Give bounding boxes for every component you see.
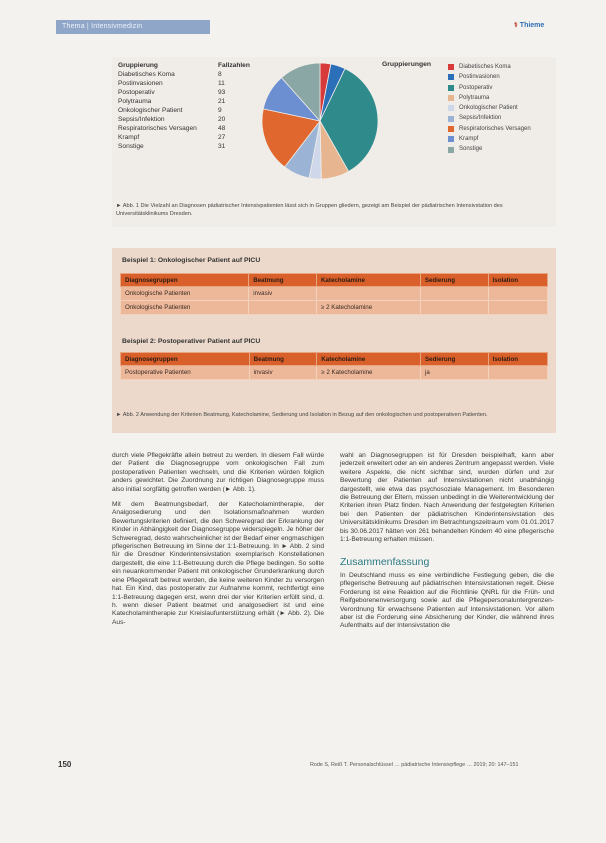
legend-swatch [448, 136, 454, 142]
table-cell [488, 287, 547, 301]
grouping-count: 21 [218, 98, 226, 105]
paragraph: durch viele Pflegekräfte allein betreut zu werden. In diesem Fall würde der Patient die Diagnosegruppe vom onkologischen Fall zum postoperativen Patienten wechseln, und die Kriterien würden folglich anders gewichtet. Die Zuordnung zur richtigen Diagnosegruppe muss also initial sorgfältig getroffen werden (► Abb. 1). [112, 452, 324, 493]
legend-item [448, 103, 531, 113]
legend-label: Polytrauma [459, 94, 490, 101]
legend-swatch [448, 147, 454, 153]
legend-item [448, 124, 531, 134]
column-header: Beatmung [249, 353, 317, 366]
table-cell: Postoperative Patienten [121, 366, 250, 380]
legend-item [448, 72, 531, 82]
legend-item [448, 113, 531, 123]
section-title-zusammenfassung: Zusammenfassung [340, 556, 430, 569]
grouping-count: 11 [218, 80, 225, 87]
legend-swatch [448, 105, 454, 111]
pie-chart [252, 59, 388, 185]
table-cell [249, 301, 317, 315]
table-cell: ja [421, 366, 489, 380]
grouping-table-row [118, 79, 248, 88]
grouping-count: 8 [218, 71, 222, 78]
grouping-table-row [118, 142, 248, 151]
grouping-table-header [118, 61, 248, 70]
publisher-brand [514, 21, 544, 29]
legend-label: Postoperativ [459, 84, 493, 91]
grouping-label: Respiratorisches Versagen [118, 125, 197, 132]
paragraph: Mit dem Beatmungsbedarf, der Katecholamintherapie, der Analgosedierung und den Isolationsmaßnahmen wurden Bewertungskriterien definiert, die den Schweregrad der Erkrankung der Kinder in Abhängigkeit der Diagnosegruppe widerspiegeln. Je höher der Schweregrad, desto wahrscheinlicher ist der Bedarf einer engmaschigen pflegerischen Betreuung im Sinne der 1:1-Betreuung. In ► Abb. 2 sind für die Dresdner Kinderintensivstation exemplarisch Konstellationen dargestellt, die eine 1:1-Betreuung durch die Pflege bedingen. So sollte ein neuankommender Patient mit onkologischer Grunderkrankung durch eine Pflegekraft betreut werden, die keine weiteren Kinder zu versorgen hat. Ein Kind, das postoperativ zur Aufnahme kommt, rechtfertigt eine 1:1-Betreuung dagegen erst, wenn drei der vier Kriterien erfüllt sind, d. h. wenn dieser Patient beatmet und analgosediert ist und eine Katecholamintherapie zur Kreislaufunterstützung erhält (► Abb. 2). Die Aus- [112, 501, 324, 626]
legend-swatch [448, 126, 454, 132]
legend-item [448, 83, 531, 93]
legend-label: Sepsis/Infektion [459, 115, 502, 122]
table-cell: invasiv [249, 287, 317, 301]
column-header: Diagnosegruppen [121, 353, 250, 366]
legend-swatch [448, 85, 454, 91]
pie-chart-title: Gruppierungen [382, 61, 432, 68]
column-header: Sedierung [420, 274, 488, 287]
column-header: Katecholamine [316, 274, 420, 287]
grouping-table-row [118, 97, 248, 106]
col-header-fallzahlen: Fallzahlen [218, 62, 250, 69]
table-row [121, 301, 548, 315]
legend-item [448, 134, 531, 144]
table-row [121, 366, 548, 380]
figure-1 [112, 57, 556, 227]
grouping-count: 48 [218, 125, 226, 132]
figure-2-caption: ► Abb. 2 Anwendung der Kriterien Beatmung, Katecholamine, Sedierung und Isolation in Bezug auf den onkologischen und postoperativen Patienten. [116, 412, 488, 418]
grouping-count: 27 [218, 134, 226, 141]
table-cell [420, 287, 488, 301]
paragraph: wahl an Diagnosegruppen ist für Dresden beispielhaft, kann aber jederzeit erweitert oder an ein anderes Zentrum angepasst werden. Viele weitere Aspekte, die nicht sichtbar sind, wurden dürfen und zur Bewertung der Patienten auf Intensivstationen nicht unabhängig dargestellt, wie etwa das psychosoziale Management. Im Besonderen die Betreuung der Eltern, müssen unbedingt in die Weiterentwicklung der Kriterien ihren Platz finden. Nach Anwendung der festgelegten Kriterien bei den Patienten der pädiatrischen Kinderintensivstation des Universitätsklinikums Dresden im Betrachtungszeitraum vom 01.01.2017 bis 30.06.2017 hätten von 261 behandelten Kindern 40 eine pflegerische 1:1-Betreuung erhalten müssen. [340, 452, 554, 544]
column-header: Sedierung [421, 353, 489, 366]
header-section-tab: Thema | Intensivmedizin [56, 20, 210, 34]
paragraph: In Deutschland muss es eine verbindliche Festlegung geben, die die pflegerische Betreuung auf pädiatrischen Intensivstationen regelt. Diese Forderung ist eine Reaktion auf die Richtlinie QNRL für die Früh- und Reifgeborenenversorgung sowie auf die Pflegepersonaluntergrenzen-Verordnung für erwachsene Patienten auf Intensivstationen. Vor allem aber ist die Forderung eine Absicherung der Kinder, die während ihres Aufenthalts auf der Intensivstation die [340, 571, 554, 630]
table-cell: invasiv [249, 366, 317, 380]
figure-2 [112, 248, 556, 433]
table-cell [488, 366, 547, 380]
legend-item [448, 62, 531, 72]
grouping-label: Postoperativ [118, 89, 155, 96]
column-header: Isolation [488, 274, 547, 287]
grouping-table-row [118, 115, 248, 124]
grouping-label: Sonstige [118, 143, 144, 150]
footer-citation: Rode S, Reiß T. Personalschlüssel … pädiatrische Intensivpflege … 2019; 20: 147–151 [310, 762, 519, 768]
example-1-table [120, 273, 548, 315]
legend-swatch [448, 74, 454, 80]
grouping-count: 31 [218, 143, 226, 150]
grouping-label: Onkologischer Patient [118, 107, 183, 114]
grouping-table-row [118, 106, 248, 115]
body-column-right [340, 452, 554, 638]
brand-name: Thieme [519, 22, 545, 29]
legend-label: Respiratorisches Versagen [459, 125, 531, 132]
grouping-label: Sepsis/Infektion [118, 116, 165, 123]
grouping-table-row [118, 88, 248, 97]
column-header: Katecholamine [317, 353, 421, 366]
legend-label: Onkologischer Patient [459, 105, 518, 112]
legend-item [448, 93, 531, 103]
grouping-table-row [118, 124, 248, 133]
table-cell: ≥ 2 Katecholamine [316, 301, 420, 315]
grouping-table-row [118, 70, 248, 79]
legend-swatch [448, 95, 454, 101]
grouping-table-row [118, 133, 248, 142]
legend-label: Sonstige [459, 146, 483, 153]
table-cell: ≥ 2 Katecholamine [317, 366, 421, 380]
pie-legend [448, 62, 531, 155]
example-2-table [120, 352, 548, 380]
column-header: Beatmung [249, 274, 317, 287]
grouping-count: 93 [218, 89, 226, 96]
figure-1-caption: ► Abb. 1 Die Vielzahl an Diagnosen pädiatrischer Intensivpatienten lässt sich in Gruppen gliedern, gezeigt am Beispiel der pädiatrischen Intensivstation des Universitätsklinikums Dresden. [116, 203, 503, 217]
column-header: Diagnosegruppen [121, 274, 249, 287]
grouping-table [118, 61, 248, 151]
column-header: Isolation [488, 353, 547, 366]
body-column-left [112, 452, 324, 634]
page-number: 150 [58, 760, 72, 769]
grouping-label: Polytrauma [118, 98, 152, 105]
table-cell: Onkologische Patienten [121, 287, 249, 301]
grouping-label: Postinvasionen [118, 80, 163, 87]
table-cell [488, 301, 547, 315]
grouping-count: 9 [218, 107, 222, 114]
legend-label: Krampf [459, 136, 479, 143]
table-cell [316, 287, 420, 301]
legend-swatch [448, 116, 454, 122]
table-cell [420, 301, 488, 315]
legend-swatch [448, 64, 454, 70]
legend-label: Postinvasionen [459, 74, 500, 81]
col-header-gruppierung: Gruppierung [118, 62, 158, 69]
table-cell: Onkologische Patienten [121, 301, 249, 315]
legend-item [448, 144, 531, 154]
legend-label: Diabetisches Koma [459, 64, 511, 70]
example-1-title: Beispiel 1: Onkologischer Patient auf PICU [122, 257, 261, 264]
grouping-label: Diabetisches Koma [118, 71, 175, 78]
table-row [121, 287, 548, 301]
grouping-label: Krampf [118, 134, 140, 141]
grouping-count: 20 [218, 116, 226, 123]
brand-logo-icon: ⚕ [514, 22, 518, 29]
example-2-title: Beispiel 2: Postoperativer Patient auf PICU [122, 338, 261, 345]
